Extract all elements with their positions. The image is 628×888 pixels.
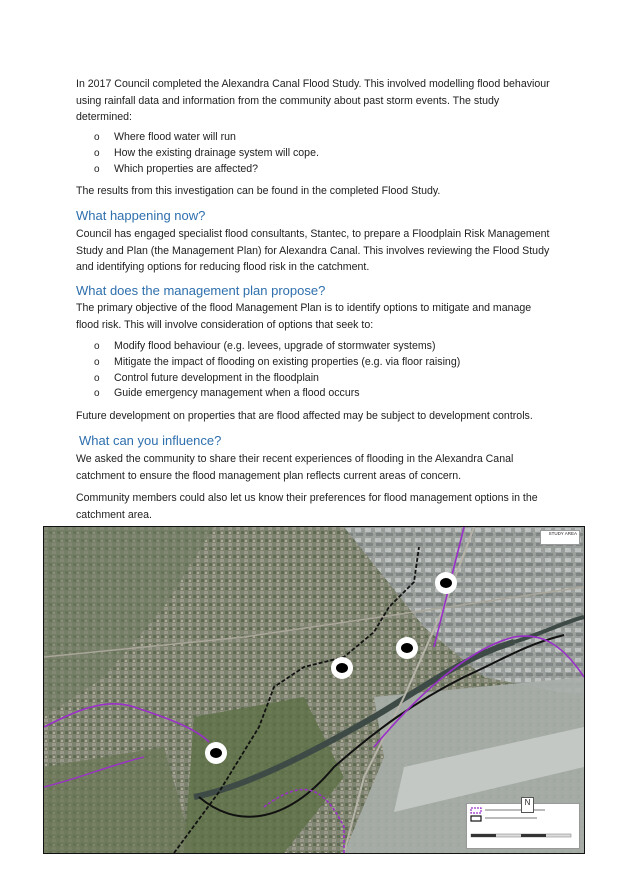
plan-paragraph: The primary objective of the flood Management Plan is to identify options to mitigate and manage flood risk. This will involve consideration of options that seek to: xyxy=(76,302,532,331)
heading-what-can-you-influence: What can you influence? xyxy=(79,433,222,448)
influence-paragraph-2: Community members could also let us know their preferences for flood management options in the catchment area. xyxy=(76,492,538,521)
bullet-glyph: o xyxy=(94,356,100,368)
location-marker[interactable] xyxy=(396,637,418,659)
plan-options-list xyxy=(94,339,460,402)
map-title-block: STUDY AREA xyxy=(540,530,580,545)
north-arrow-icon: N xyxy=(521,797,534,813)
list-item: o Which properties are affected? xyxy=(94,162,319,178)
study-area-map xyxy=(43,526,585,854)
bullet-glyph: o xyxy=(94,388,100,400)
list-item: o Control future development in the floodplain xyxy=(94,371,460,387)
location-marker[interactable] xyxy=(331,657,353,679)
heading-what-happening-now: What happening now? xyxy=(76,208,206,223)
now-paragraph: Council has engaged specialist flood consultants, Stantec, to prepare a Floodplain Risk Management Study and Plan (the Management Plan) for Alexandra Canal. This involves reviewing the Flood Study and identifying options for reducing flood risk in the catchment. xyxy=(76,228,550,273)
influence-paragraph-1: We asked the community to share their recent experiences of flooding in the Alexandra Canal catchment to ensure the flood management plan reflects current areas of concern. xyxy=(76,453,514,482)
study-findings-list xyxy=(94,130,319,177)
location-marker[interactable] xyxy=(435,572,457,594)
intro-paragraph: In 2017 Council completed the Alexandra Canal Flood Study. This involved modelling flood behaviour using rainfall data and information from the community about past storm events. The study determined: xyxy=(76,78,550,123)
bullet-glyph: o xyxy=(94,372,100,384)
bullet-glyph: o xyxy=(94,341,100,352)
list-item: o Where flood water will run xyxy=(94,130,319,146)
location-marker[interactable] xyxy=(205,742,227,764)
bullet-glyph: o xyxy=(94,132,100,143)
future-development-paragraph: Future development on properties that are flood affected may be subject to development controls. xyxy=(76,410,533,422)
bullet-glyph: o xyxy=(94,147,100,159)
results-paragraph: The results from this investigation can be found in the completed Flood Study. xyxy=(76,185,441,197)
list-item: o Modify flood behaviour (e.g. levees, upgrade of stormwater systems) xyxy=(94,339,460,355)
heading-management-plan: What does the management plan propose? xyxy=(76,283,326,298)
list-item: o How the existing drainage system will cope. xyxy=(94,146,319,162)
list-item: o Guide emergency management when a flood occurs xyxy=(94,386,460,402)
bullet-glyph: o xyxy=(94,163,100,175)
list-item: o Mitigate the impact of flooding on existing properties (e.g. via floor raising) xyxy=(94,355,460,371)
